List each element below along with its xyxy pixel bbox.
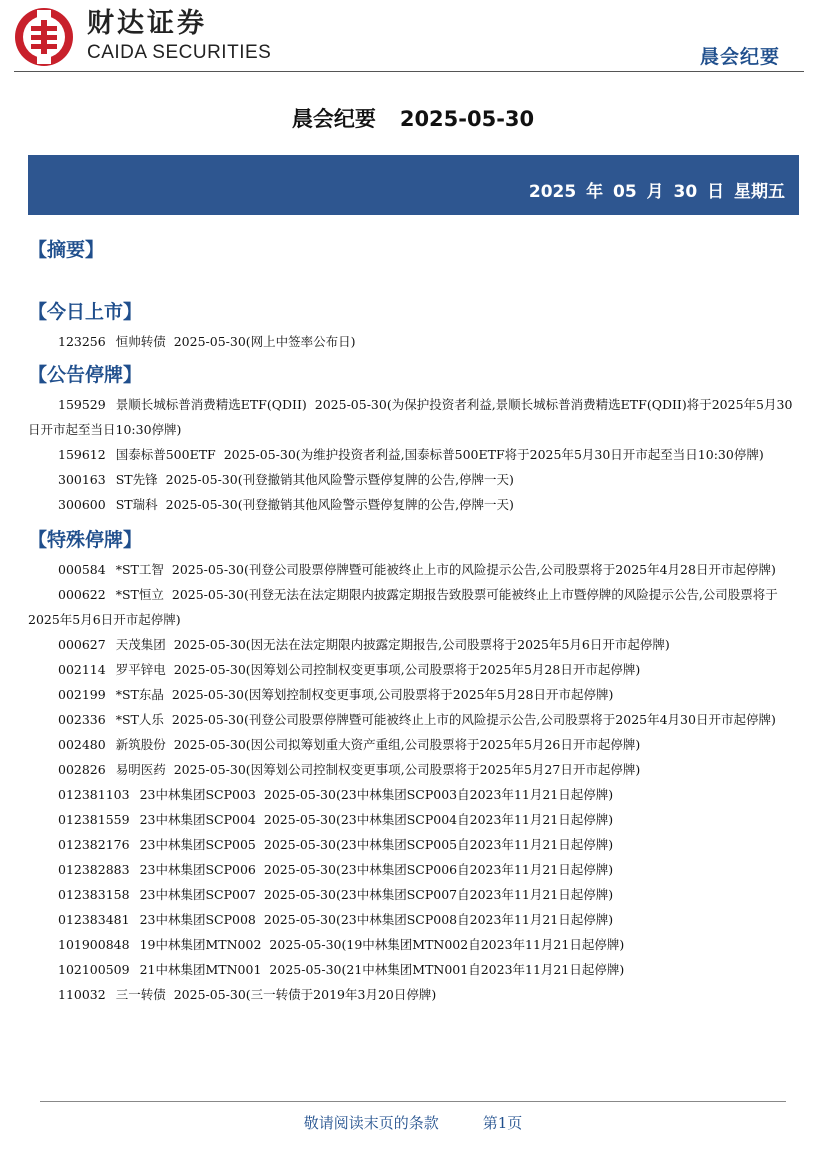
security-code: 110032 [58, 987, 106, 1002]
security-name: 23中林集团SCP004 [139, 812, 256, 827]
item-detail: 2025-05-30(刊登撤销其他风险警示暨停复牌的公告,停牌一天) [165, 472, 514, 487]
list-item [28, 807, 799, 832]
security-name: *ST东晶 [115, 687, 164, 702]
listing-list [28, 329, 799, 354]
item-detail: 2025-05-30(刊登公司股票停牌暨可能被终止上市的风险提示公告,公司股票将于2025年4月28日开市起停牌) [171, 562, 776, 577]
list-item [28, 392, 799, 442]
brand-name-en: CAIDA SECURITIES [87, 42, 272, 63]
section-heading-special: 【特殊停牌】 [28, 529, 143, 551]
list-item [28, 682, 799, 707]
security-code: 159529 [58, 397, 106, 412]
item-detail: 2025-05-30(因筹划公司控制权变更事项,公司股票将于2025年5月28日开市起停牌) [173, 662, 641, 677]
list-item [28, 832, 799, 857]
list-item [28, 782, 799, 807]
security-name: 天茂集团 [115, 637, 166, 652]
security-code: 002199 [58, 687, 106, 702]
item-detail: 2025-05-30(为保护投资者利益,景顺长城标普消费精选ETF(QDII)将于2025年5月30日开市起至当日10:30停牌) [28, 397, 793, 437]
list-item [28, 957, 799, 982]
security-code: 101900848 [58, 937, 130, 952]
security-name: 23中林集团SCP005 [139, 837, 256, 852]
list-item [28, 492, 799, 517]
list-item [28, 557, 799, 582]
caida-logo [13, 6, 75, 68]
list-item [28, 882, 799, 907]
item-detail: 2025-05-30(因筹划控制权变更事项,公司股票将于2025年5月28日开市起停牌) [171, 687, 614, 702]
security-code: 002336 [58, 712, 106, 727]
list-item [28, 732, 799, 757]
list-item [28, 932, 799, 957]
item-detail: 2025-05-30(23中林集团SCP006自2023年11月21日起停牌) [263, 862, 614, 877]
footer-disclaimer: 敬请阅读末页的条款 [303, 1114, 439, 1132]
list-item [28, 982, 799, 1007]
banner-date: 2025 年 05 月 30 日 星期五 [528, 182, 785, 202]
section-heading-announced: 【公告停牌】 [28, 364, 143, 386]
item-detail: 2025-05-30(23中林集团SCP003自2023年11月21日起停牌) [263, 787, 614, 802]
security-name: 23中林集团SCP008 [139, 912, 256, 927]
item-detail: 2025-05-30(因无法在法定期限内披露定期报告,公司股票将于2025年5月6日开市起停牌) [173, 637, 670, 652]
security-name: *ST恒立 [115, 587, 164, 602]
item-detail: 2025-05-30(网上中签率公布日) [173, 334, 356, 349]
list-item [28, 442, 799, 467]
item-detail: 2025-05-30(刊登撤销其他风险警示暨停复牌的公告,停牌一天) [165, 497, 514, 512]
list-item [28, 582, 799, 632]
security-code: 159612 [58, 447, 106, 462]
title-name: 晨会纪要 [291, 107, 376, 131]
item-detail: 2025-05-30(因筹划公司控制权变更事项,公司股票将于2025年5月27日开市起停牌) [173, 762, 641, 777]
security-name: *ST工智 [115, 562, 164, 577]
list-item [28, 757, 799, 782]
list-item [28, 857, 799, 882]
item-detail: 2025-05-30(三一转债于2019年3月20日停牌) [173, 987, 437, 1002]
security-code: 012381103 [58, 787, 130, 802]
section-heading-listing: 【今日上市】 [28, 301, 143, 323]
title-date: 2025-05-30 [399, 107, 535, 131]
security-code: 123256 [58, 334, 106, 349]
security-code: 002826 [58, 762, 106, 777]
security-name: 19中林集团MTN002 [139, 937, 262, 952]
security-code: 300163 [58, 472, 106, 487]
security-code: 012382883 [58, 862, 130, 877]
item-detail: 2025-05-30(23中林集团SCP004自2023年11月21日起停牌) [263, 812, 614, 827]
item-detail: 2025-05-30(因公司拟筹划重大资产重组,公司股票将于2025年5月26日开市起停牌) [173, 737, 641, 752]
brand-name-cn: 财达证券 [87, 8, 207, 39]
footer [0, 1112, 826, 1134]
special-list [28, 557, 799, 1007]
security-code: 000627 [58, 637, 106, 652]
header-tag: 晨会纪要 [699, 46, 780, 68]
footer-divider [40, 1101, 786, 1102]
security-name: 23中林集团SCP006 [139, 862, 256, 877]
security-code: 000622 [58, 587, 106, 602]
page-number: 第1页 [482, 1114, 523, 1132]
security-name: 恒帅转债 [115, 334, 166, 349]
security-code: 002480 [58, 737, 106, 752]
security-name: 国泰标普500ETF [115, 447, 216, 462]
security-name: 23中林集团SCP003 [139, 787, 256, 802]
item-detail: 2025-05-30(19中林集团MTN002自2023年11月21日起停牌) [269, 937, 625, 952]
header-divider [14, 71, 804, 72]
item-detail: 2025-05-30(21中林集团MTN001自2023年11月21日起停牌) [269, 962, 625, 977]
security-name: 易明医药 [115, 762, 166, 777]
security-code: 102100509 [58, 962, 130, 977]
item-detail: 2025-05-30(23中林集团SCP007自2023年11月21日起停牌) [263, 887, 614, 902]
security-name: 景顺长城标普消费精选ETF(QDII) [115, 397, 307, 412]
item-detail: 2025-05-30(23中林集团SCP008自2023年11月21日起停牌) [263, 912, 614, 927]
item-detail: 2025-05-30(刊登无法在法定期限内披露定期报告致股票可能被终止上市暨停牌的风险提示公告,公司股票将于2025年5月6日开市起停牌) [28, 587, 778, 627]
list-item [28, 632, 799, 657]
section-heading-summary: 【摘要】 [28, 239, 105, 261]
security-name: *ST人乐 [115, 712, 164, 727]
security-name: 新筑股份 [115, 737, 166, 752]
main-content [28, 235, 799, 1013]
item-detail: 2025-05-30(刊登公司股票停牌暨可能被终止上市的风险提示公告,公司股票将于2025年4月30日开市起停牌) [171, 712, 776, 727]
security-name: 三一转债 [115, 987, 166, 1002]
security-code: 000584 [58, 562, 106, 577]
list-item [28, 467, 799, 492]
document-title [0, 104, 826, 134]
security-code: 012382176 [58, 837, 130, 852]
security-name: ST瑞科 [115, 497, 158, 512]
security-code: 300600 [58, 497, 106, 512]
security-name: ST先锋 [115, 472, 158, 487]
announced-list [28, 392, 799, 517]
security-code: 012383158 [58, 887, 130, 902]
list-item [28, 907, 799, 932]
security-code: 012381559 [58, 812, 130, 827]
security-code: 002114 [58, 662, 106, 677]
item-detail: 2025-05-30(为维护投资者利益,国泰标普500ETF将于2025年5月30日开市起至当日10:30停牌) [223, 447, 764, 462]
security-name: 罗平锌电 [115, 662, 166, 677]
security-code: 012383481 [58, 912, 130, 927]
list-item [28, 707, 799, 732]
item-detail: 2025-05-30(23中林集团SCP005自2023年11月21日起停牌) [263, 837, 614, 852]
date-banner [28, 155, 799, 215]
list-item [28, 657, 799, 682]
security-name: 21中林集团MTN001 [139, 962, 262, 977]
list-item [28, 329, 799, 354]
security-name: 23中林集团SCP007 [139, 887, 256, 902]
